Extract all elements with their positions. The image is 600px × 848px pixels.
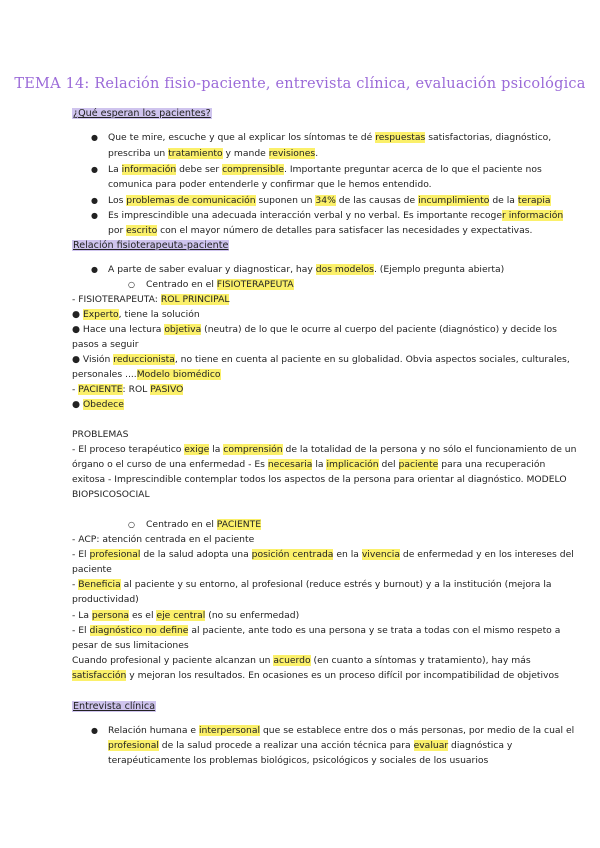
page-title: TEMA 14: Relación fisio-paciente, entrevista clínica, evaluación psicológica xyxy=(14,76,586,92)
paragraph-line: pasos a seguir xyxy=(72,339,139,350)
bullet-icon: ● xyxy=(91,165,98,174)
bullet-icon: ● xyxy=(91,133,98,142)
circle-bullet-icon: ○ xyxy=(128,520,135,529)
paragraph-line: pesar de sus limitaciones xyxy=(72,640,189,651)
paragraph-line: PROBLEMAS xyxy=(72,429,129,440)
paragraph-line: Es imprescindible una adecuada interacción verbal y no verbal. Es importante recoger información xyxy=(108,210,564,221)
paragraph-line: Centrado en el PACIENTE xyxy=(146,519,262,530)
paragraph-line: - La persona es el eje central (no su enfermedad) xyxy=(72,610,300,621)
paragraph-line: A parte de saber evaluar y diagnosticar, hay dos modelos. (Ejemplo pregunta abierta) xyxy=(108,264,505,275)
paragraph-line: Centrado en el FISIOTERAPEUTA xyxy=(146,279,294,290)
bullet-icon: ● xyxy=(91,265,98,274)
paragraph-line: Los problemas de comunicación suponen un 34% de las causas de incumplimiento de la terapia xyxy=(108,195,551,206)
paragraph-line: ● Hace una lectura objetiva (neutra) de lo que le ocurre al cuerpo del paciente (diagnóstico) y decide los xyxy=(72,324,557,335)
bullet-icon: ● xyxy=(91,211,98,220)
paragraph-line: - ACP: atención centrada en el paciente xyxy=(72,534,255,545)
paragraph-line: La información debe ser comprensible. Importante preguntar acerca de lo que el paciente nos xyxy=(108,164,542,175)
paragraph-line: paciente xyxy=(72,564,112,575)
paragraph-line: personales ....Modelo biomédico xyxy=(72,369,221,380)
paragraph-line: ● Obedece xyxy=(72,399,124,410)
bullet-icon: ● xyxy=(91,726,98,735)
paragraph-line: - El profesional de la salud adopta una posición centrada en la vivencia de enfermedad y en los intereses del xyxy=(72,549,574,560)
section-heading-expectations: ¿Qué esperan los pacientes? xyxy=(73,108,211,119)
paragraph-line: Cuando profesional y paciente alcanzan un acuerdo (en cuanto a síntomas y tratamiento), hay más xyxy=(72,655,531,666)
circle-bullet-icon: ○ xyxy=(128,280,135,289)
paragraph-line: por escrito con el mayor número de detalles para satisfacer las necesidades y expectativas. xyxy=(108,225,533,236)
paragraph-line: - El proceso terapéutico exige la comprensión de la totalidad de la persona y no sólo el funcionamiento de un xyxy=(72,444,577,455)
paragraph-line: - PACIENTE: ROL PASIVO xyxy=(72,384,184,395)
paragraph-line: - FISIOTERAPEUTA: ROL PRINCIPAL xyxy=(72,294,230,305)
paragraph-line: ● Visión reduccionista, no tiene en cuenta al paciente en su globalidad. Obvia aspectos sociales, culturales, xyxy=(72,354,570,365)
bullet-icon: ● xyxy=(91,196,98,205)
paragraph-line: profesional de la salud procede a realizar una acción técnica para evaluar diagnóstica y xyxy=(108,740,513,751)
section-heading-interview: Entrevista clínica xyxy=(73,701,156,712)
paragraph-line: - El diagnóstico no define al paciente, ante todo es una persona y se trata a todas con el mismo respeto a xyxy=(72,625,561,636)
section-heading-relationship: Relación fisioterapeuta-paciente xyxy=(73,240,229,251)
paragraph-line: terapéuticamente los problemas biológicos, psicológicos y sociales de los usuarios xyxy=(108,755,489,766)
paragraph-line: exitosa - Imprescindible contemplar todos los aspectos de la persona para orientar al diagnóstico. MODELO xyxy=(72,474,567,485)
paragraph-line: prescriba un tratamiento y mande revisiones. xyxy=(108,148,319,159)
paragraph-line: comunica para poder entenderle y confirmar que le hemos entendido. xyxy=(108,179,432,190)
paragraph-line: Que te mire, escuche y que al explicar los síntomas te dé respuestas satisfactorias, diagnóstico, xyxy=(108,132,552,143)
paragraph-line: Relación humana e interpersonal que se establece entre dos o más personas, por medio de la cual el xyxy=(108,725,575,736)
paragraph-line: productividad) xyxy=(72,594,139,605)
paragraph-line: ● Experto, tiene la solución xyxy=(72,309,200,320)
paragraph-line: BIOPSICOSOCIAL xyxy=(72,489,150,500)
paragraph-line: órgano o el curso de una enfermedad - Es necesaria la implicación del paciente para una recuperación xyxy=(72,459,546,470)
paragraph-line: satisfacción y mejoran los resultados. En ocasiones es un proceso difícil por incompatibilidad de objetivos xyxy=(72,670,559,681)
paragraph-line: - Beneficia al paciente y su entorno, al profesional (reduce estrés y burnout) y a la institución (mejora la xyxy=(72,579,552,590)
